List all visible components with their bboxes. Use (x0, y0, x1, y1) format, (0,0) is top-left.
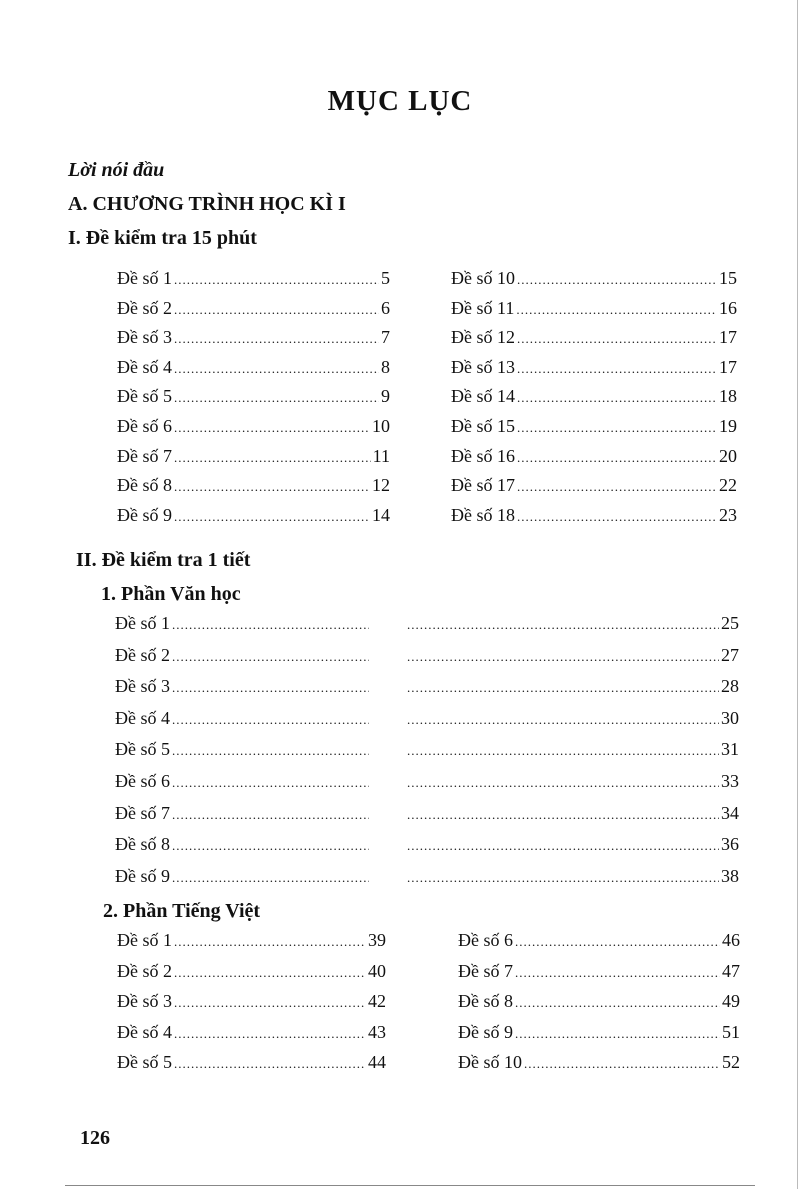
toc-dot-leader (516, 302, 717, 318)
toc-entry (458, 961, 740, 985)
toc-entry-page: 7 (381, 327, 390, 348)
toc-entry (115, 866, 739, 890)
toc-entry-label: Đề số 2 (115, 644, 170, 665)
toc-entry-page: 42 (368, 991, 386, 1011)
subsection-2-heading: 2. Phần Tiếng Việt (103, 900, 261, 922)
toc-entry-page: 6 (381, 297, 390, 318)
toc-entry-page: 11 (372, 445, 390, 466)
toc-entry (117, 1022, 386, 1046)
toc-entry-page: 18 (719, 386, 737, 407)
toc-entry-label: Đề số 3 (115, 676, 170, 697)
toc-entry-page: 47 (722, 960, 740, 981)
toc-entry-page: 19 (719, 416, 737, 436)
toc-entry (451, 386, 737, 410)
toc-entry-label: Đề số 1 (117, 930, 172, 950)
toc-entry (117, 505, 390, 529)
toc-dot-leader (174, 965, 366, 981)
part-a-heading: A. CHƯƠNG TRÌNH HỌC KÌ I (68, 193, 346, 215)
toc-dot-leader (174, 272, 379, 288)
toc-dot-leader (407, 743, 719, 759)
toc-entry-page: 5 (381, 268, 390, 288)
toc-entry (115, 834, 739, 858)
toc-entry (117, 327, 390, 351)
toc-dot-leader (174, 302, 379, 318)
toc-dot-leader (407, 775, 719, 791)
toc-dot-leader (174, 479, 370, 495)
toc-entry-page: 15 (719, 268, 737, 288)
toc-entry (117, 298, 390, 322)
toc-dot-leader (407, 649, 719, 665)
toc-entry-page: 22 (719, 475, 737, 496)
toc-entry (451, 268, 737, 292)
section-1-heading: I. Đề kiểm tra 15 phút (68, 227, 257, 249)
toc-dot-leader (174, 420, 370, 436)
toc-entry-label: Đề số 1 (115, 613, 170, 633)
toc-entry-page: 10 (372, 416, 390, 436)
toc-entry-page: 25 (721, 613, 739, 633)
toc-dot-leader (515, 965, 720, 981)
toc-entry-label: Đề số 12 (451, 327, 515, 348)
toc-entry (117, 446, 390, 470)
toc-dot-leader (524, 1056, 720, 1072)
toc-entry-label: Đề số 9 (117, 504, 172, 525)
toc-dot-leader (517, 420, 717, 436)
toc-entry-page: 8 (381, 356, 390, 377)
toc-entry (451, 298, 737, 322)
toc-entry-label: Đề số 6 (117, 416, 172, 436)
toc-entry-label: Đề số 5 (115, 739, 170, 760)
toc-entry-label: Đề số 4 (117, 356, 172, 377)
toc-entry (451, 446, 737, 470)
toc-entry (451, 475, 737, 499)
preface-heading: Lời nói đầu (68, 159, 165, 181)
toc-dot-leader (174, 1056, 366, 1072)
toc-entry-page: 51 (722, 1021, 740, 1042)
toc-entry-label: Đề số 8 (458, 991, 513, 1011)
toc-entry-label: Đề số 7 (117, 445, 172, 466)
toc-dot-leader (407, 838, 719, 854)
toc-entry (458, 1052, 740, 1076)
toc-dot-leader (172, 743, 369, 759)
toc-dot-leader (407, 680, 719, 696)
toc-entry-label: Đề số 3 (117, 327, 172, 348)
toc-entry-label: Đề số 18 (451, 504, 515, 525)
toc-entry-label: Đề số 4 (115, 707, 170, 728)
toc-entry-label: Đề số 1 (117, 268, 172, 288)
toc-dot-leader (517, 509, 717, 525)
toc-entry-label: Đề số 4 (117, 1021, 172, 1042)
toc-dot-leader (407, 807, 719, 823)
toc-entry-page: 27 (721, 644, 739, 665)
toc-entry-page: 43 (368, 1021, 386, 1042)
toc-entry-label: Đề số 7 (115, 802, 170, 823)
toc-entry (117, 930, 386, 954)
toc-dot-leader (517, 331, 717, 347)
toc-entry-label: Đề số 14 (451, 386, 515, 407)
toc-entry-label: Đề số 15 (451, 416, 515, 436)
toc-dot-leader (174, 390, 379, 406)
toc-dot-leader (172, 649, 369, 665)
toc-entry-label: Đề số 5 (117, 1052, 172, 1072)
toc-entry-label: Đề số 5 (117, 386, 172, 407)
toc-dot-leader (174, 934, 366, 950)
toc-entry-label: Đề số 6 (115, 771, 170, 791)
toc-entry-page: 36 (721, 834, 739, 855)
toc-entry-label: Đề số 13 (451, 356, 515, 377)
toc-entry-label: Đề số 10 (458, 1052, 522, 1072)
toc-entry-label: Đề số 9 (115, 865, 170, 886)
toc-entry-page: 20 (719, 445, 737, 466)
toc-entry (117, 1052, 386, 1076)
toc-entry-page: 28 (721, 676, 739, 697)
toc-dot-leader (172, 838, 369, 854)
toc-dot-leader (515, 995, 720, 1011)
toc-entry-label: Đề số 8 (117, 475, 172, 496)
toc-entry-page: 23 (719, 504, 737, 525)
subsection-1-heading: 1. Phần Văn học (101, 583, 241, 605)
toc-entry (117, 357, 390, 381)
toc-entry (115, 676, 739, 700)
toc-entry (115, 613, 739, 637)
toc-entry (115, 708, 739, 732)
toc-dot-leader (517, 390, 717, 406)
toc-entry-page: 39 (368, 930, 386, 950)
toc-dot-leader (172, 775, 369, 791)
toc-entry (458, 991, 740, 1015)
toc-entry-label: Đề số 7 (458, 960, 513, 981)
toc-entry (451, 416, 737, 440)
section-2-heading: II. Đề kiểm tra 1 tiết (76, 549, 251, 571)
toc-entry-page: 46 (722, 930, 740, 950)
toc-dot-leader (517, 361, 717, 377)
page-title: MỤC LỤC (327, 85, 473, 117)
toc-entry-label: Đề số 16 (451, 445, 515, 466)
toc-dot-leader (174, 509, 370, 525)
toc-entry-page: 30 (721, 707, 739, 728)
page-number: 126 (80, 1127, 110, 1149)
toc-entry-page: 12 (372, 475, 390, 496)
toc-dot-leader (407, 712, 719, 728)
toc-entry-page: 14 (372, 504, 390, 525)
toc-entry-page: 16 (719, 297, 737, 318)
toc-dot-leader (172, 712, 369, 728)
toc-dot-leader (174, 1026, 366, 1042)
page-edge (797, 0, 798, 1189)
toc-dot-leader (174, 331, 379, 347)
toc-entry-label: Đề số 3 (117, 991, 172, 1011)
toc-entry-label: Đề số 11 (451, 297, 515, 318)
toc-dot-leader (174, 450, 371, 466)
toc-entry-page: 44 (368, 1052, 386, 1072)
toc-entry (458, 930, 740, 954)
toc-entry-label: Đề số 9 (458, 1021, 513, 1042)
toc-entry (117, 991, 386, 1015)
toc-dot-leader (517, 272, 717, 288)
toc-entry (115, 645, 739, 669)
toc-entry-label: Đề số 2 (117, 297, 172, 318)
toc-dot-leader (172, 807, 369, 823)
toc-dot-leader (407, 870, 719, 886)
toc-entry-page: 17 (719, 356, 737, 377)
toc-entry-label: Đề số 2 (117, 960, 172, 981)
toc-entry (117, 416, 390, 440)
toc-entry (117, 475, 390, 499)
toc-dot-leader (517, 450, 717, 466)
toc-entry-label: Đề số 10 (451, 268, 515, 288)
toc-entry-page: 31 (721, 739, 739, 760)
toc-entry-page: 9 (381, 386, 390, 407)
toc-dot-leader (407, 617, 719, 633)
toc-entry (117, 268, 390, 292)
toc-entry-page: 38 (721, 865, 739, 886)
toc-entry (115, 803, 739, 827)
toc-entry (451, 357, 737, 381)
toc-entry-page: 33 (721, 771, 739, 791)
toc-dot-leader (174, 995, 366, 1011)
toc-entry-page: 52 (722, 1052, 740, 1072)
toc-entry (117, 386, 390, 410)
toc-dot-leader (172, 617, 369, 633)
bottom-rule (65, 1185, 755, 1186)
toc-entry (117, 961, 386, 985)
toc-entry-page: 40 (368, 960, 386, 981)
toc-entry (451, 327, 737, 351)
toc-dot-leader (515, 1026, 720, 1042)
toc-dot-leader (172, 680, 369, 696)
toc-entry-page: 49 (722, 991, 740, 1011)
toc-entry-page: 34 (721, 802, 739, 823)
toc-entry-label: Đề số 17 (451, 475, 515, 496)
toc-entry (115, 739, 739, 763)
toc-entry-label: Đề số 8 (115, 834, 170, 855)
toc-dot-leader (174, 361, 379, 377)
toc-entry-page: 17 (719, 327, 737, 348)
toc-entry (115, 771, 739, 795)
toc-entry-label: Đề số 6 (458, 930, 513, 950)
toc-dot-leader (515, 934, 720, 950)
toc-dot-leader (172, 870, 369, 886)
toc-entry (451, 505, 737, 529)
toc-dot-leader (517, 479, 717, 495)
toc-entry (458, 1022, 740, 1046)
